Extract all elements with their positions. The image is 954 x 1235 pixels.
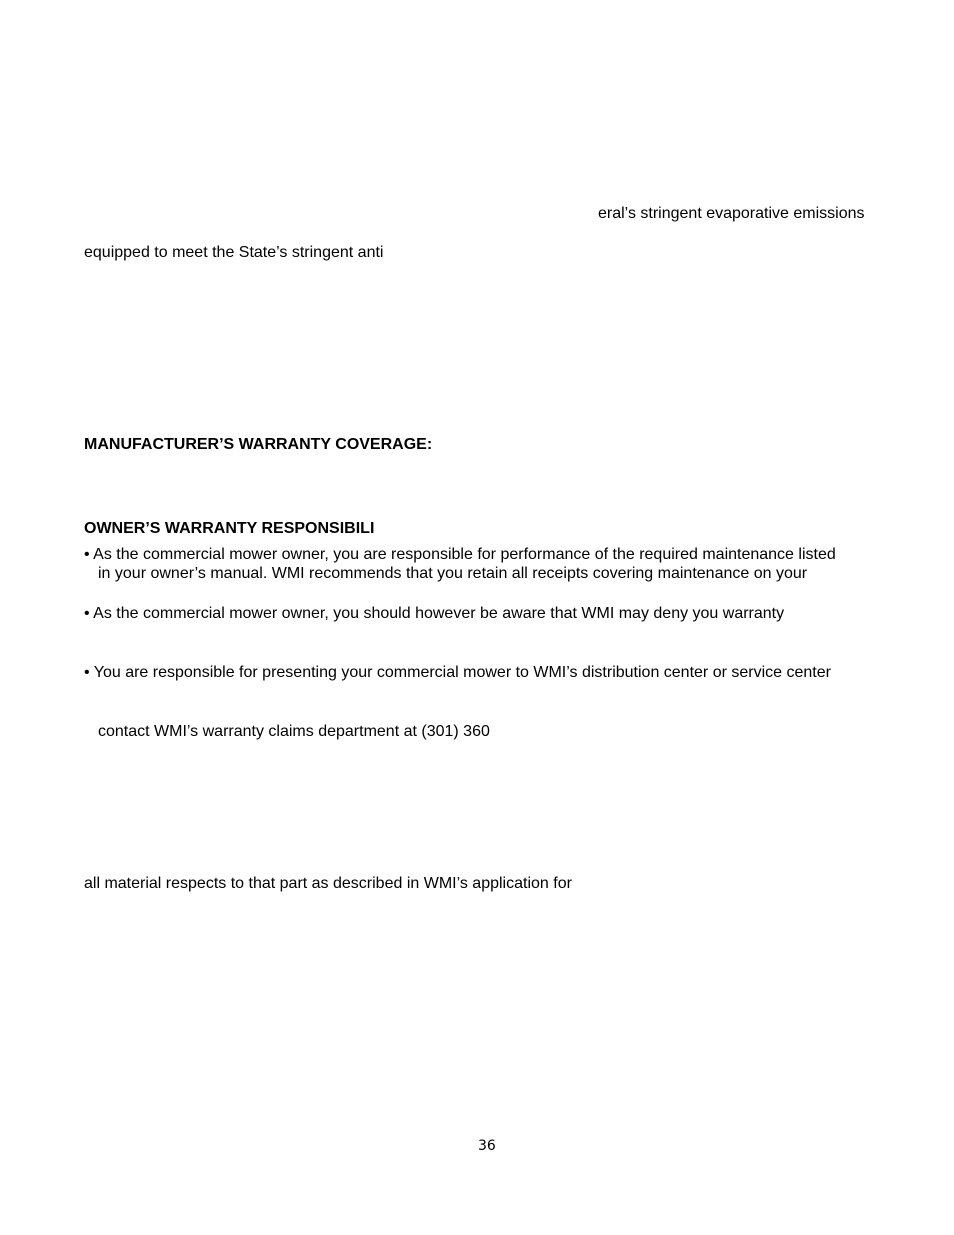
owner-warranty-heading: OWNER’S WARRANTY RESPONSIBILI bbox=[84, 520, 375, 537]
bullet-maintenance-line-2: in your owner’s manual. WMI recommends that you retain all receipts covering maintenance on your bbox=[98, 565, 808, 582]
state-requirements-fragment: equipped to meet the State’s stringent anti bbox=[84, 244, 384, 261]
manufacturer-warranty-heading: MANUFACTURER’S WARRANTY COVERAGE: bbox=[84, 436, 433, 453]
bullet-presenting-mower: • You are responsible for presenting your commercial mower to WMI’s distribution center or service center bbox=[84, 664, 831, 681]
bullet-maintenance-line-1: • As the commercial mower owner, you are responsible for performance of the required maintenance listed bbox=[84, 546, 836, 563]
evap-emissions-fragment: eral’s stringent evaporative emissions bbox=[598, 205, 865, 222]
warranty-claims-contact: contact WMI’s warranty claims department at (301) 360 bbox=[98, 723, 490, 740]
bullet-warranty-denial: • As the commercial mower owner, you should however be aware that WMI may deny you warranty bbox=[84, 605, 785, 622]
page-number: 36 bbox=[478, 1138, 496, 1154]
material-respects-line: all material respects to that part as described in WMI’s application for bbox=[84, 875, 572, 892]
